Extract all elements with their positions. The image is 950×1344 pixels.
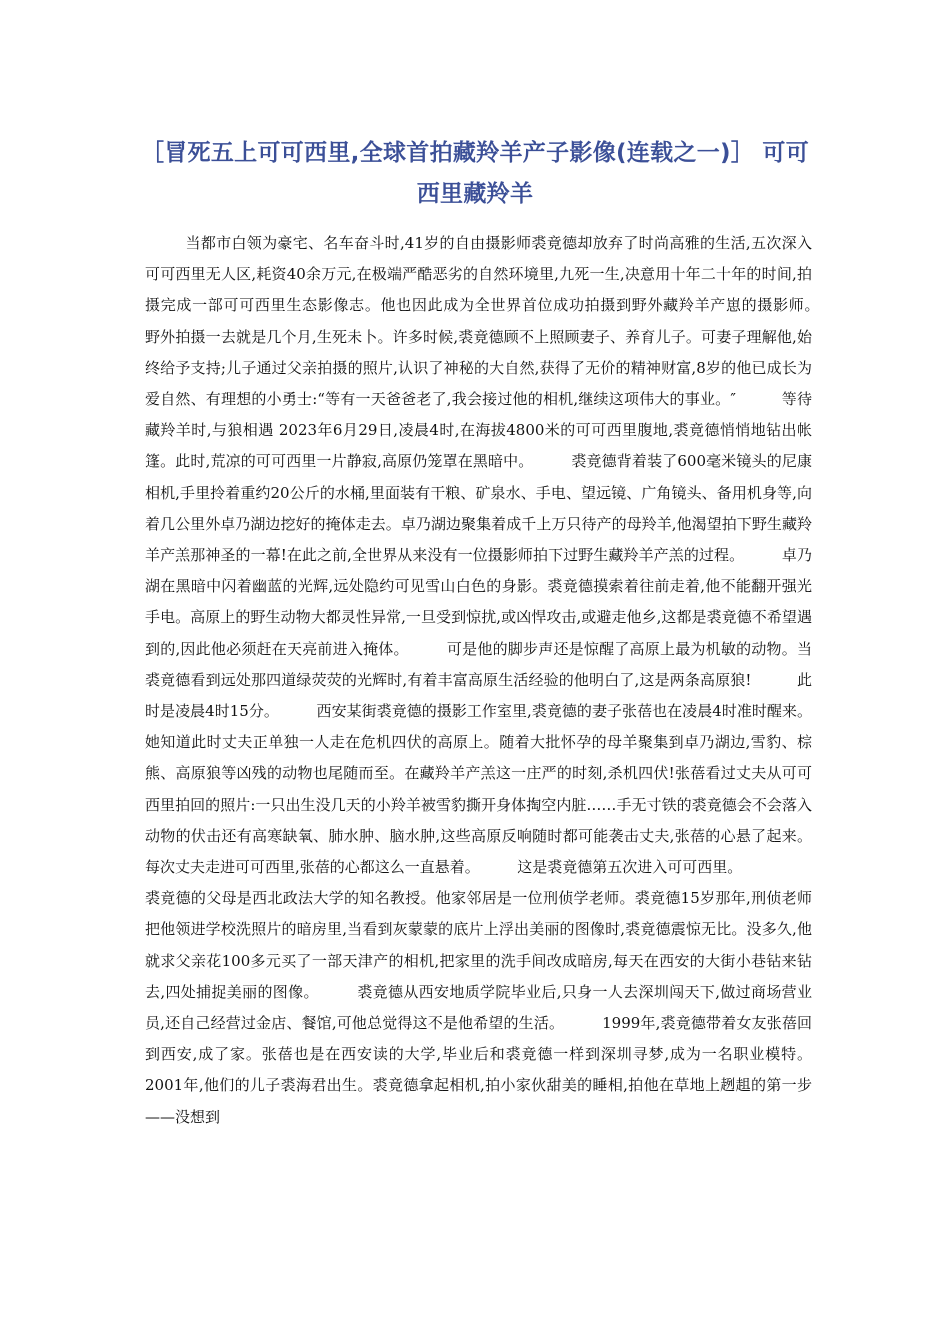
article-paragraph: 裘竟德的父母是西北政法大学的知名教授。他家邻居是一位刑侦学老师。裘竟德15岁那年,刑侦老师把他领进学校洗照片的暗房里,当看到灰蒙蒙的底片上浮出美丽的图像时,裘竟德震惊无比。没多久,他就求父亲花100多元买了一部天津产的相机,把家里的洗手间改成暗房,每天在西安的大街小巷钻来钻去,四处捕捉美丽的图像。 裘竟德从西安地质学院毕业后,只身一人去深圳闯天下,做过商场营业员,还自己经营过金店、餐馆,可他总觉得这不是他希望的生活。 1999年,裘竟德带着女友张蓓回到西安,成了家。张蓓也是在西安读的大学,毕业后和裘竟德一样到深圳寻梦,成为一名职业模特。2001年,他们的儿子裘海君出生。裘竟德拿起相机,拍小家伙甜美的睡相,拍他在草地上趔趄的第一步——没想到 [145,889,812,1126]
page-title: ［冒死五上可可西里,全球首拍藏羚羊产子影像(连载之一)］ 可可西里藏羚羊 [140,140,810,207]
article-paragraph: 当都市白领为豪宅、名车奋斗时,41岁的自由摄影师裘竟德却放弃了时尚高雅的生活,五次深入可可西里无人区,耗资40余万元,在极端严酷恶劣的自然环境里,九死一生,决意用十年二十年的时间,拍摄完成一部可可西里生态影像志。他也因此成为全世界首位成功拍摄到野外藏羚羊产崽的摄影师。 野外拍摄一去就是几个月,生死未卜。许多时候,裘竟德顾不上照顾妻子、养育儿子。可妻子理解他,始终给予支持;儿子通过父亲拍摄的照片,认识了神秘的大自然,获得了无价的精神财富,8岁的他已成长为爱自然、有理想的小勇士:“等有一天爸爸老了,我会接过他的相机,继续这项伟大的事业。″ 等待藏羚羊时,与狼相遇 2023年6月29日,凌晨4时,在海拔4800米的可可西里腹地,裘竟德悄悄地钻出帐篷。此时,荒凉的可可西里一片静寂,高原仍笼罩在黑暗中。 裘竟德背着装了600毫米镜头的尼康相机,手里拎着重约20公斤的水桶,里面装有干粮、矿泉水、手电、望远镜、广角镜头、备用机身等,向着几公里外卓乃湖边挖好的掩体走去。卓乃湖边聚集着成千上万只待产的母羚羊,他渴望拍下野生藏羚羊产羔那神圣的一幕!在此之前,全世界从来没有一位摄影师拍下过野生藏羚羊产羔的过程。 卓乃湖在黑暗中闪着幽蓝的光辉,远处隐约可见雪山白色的身影。裘竟德摸索着往前走着,他不能翻开强光手电。高原上的野生动物大都灵性异常,一旦受到惊扰,或凶悍攻击,或避走他乡,这都是裘竟德不希望遇到的,因此他必须赶在天亮前进入掩体。 可是他的脚步声还是惊醒了高原上最为机敏的动物。当裘竟德看到远处那四道绿荧荧的光辉时,有着丰富高原生活经验的他明白了,这是两条高原狼! 此时是凌晨4时15分。 西安某街裘竟德的摄影工作室里,裘竟德的妻子张蓓也在凌晨4时准时醒来。她知道此时丈夫正单独一人走在危机四伏的高原上。随着大批怀孕的母羊聚集到卓乃湖边,雪豹、棕熊、高原狼等凶残的动物也尾随而至。在藏羚羊产羔这一庄严的时刻,杀机四伏!张蓓看过丈夫从可可西里拍回的照片:一只出生没几天的小羚羊被雪豹撕开身体掏空内脏……手无寸铁的裘竟德会不会落入动物的伏击还有高寒缺氧、肺水肿、脑水肿,这些高原反响随时都可能袭击丈夫,张蓓的心悬了起来。每次丈夫走进可可西里,张蓓的心都这么一直悬着。 这是裘竟德第五次进入可可西里。 [145,234,858,877]
article-body [145,228,858,1133]
